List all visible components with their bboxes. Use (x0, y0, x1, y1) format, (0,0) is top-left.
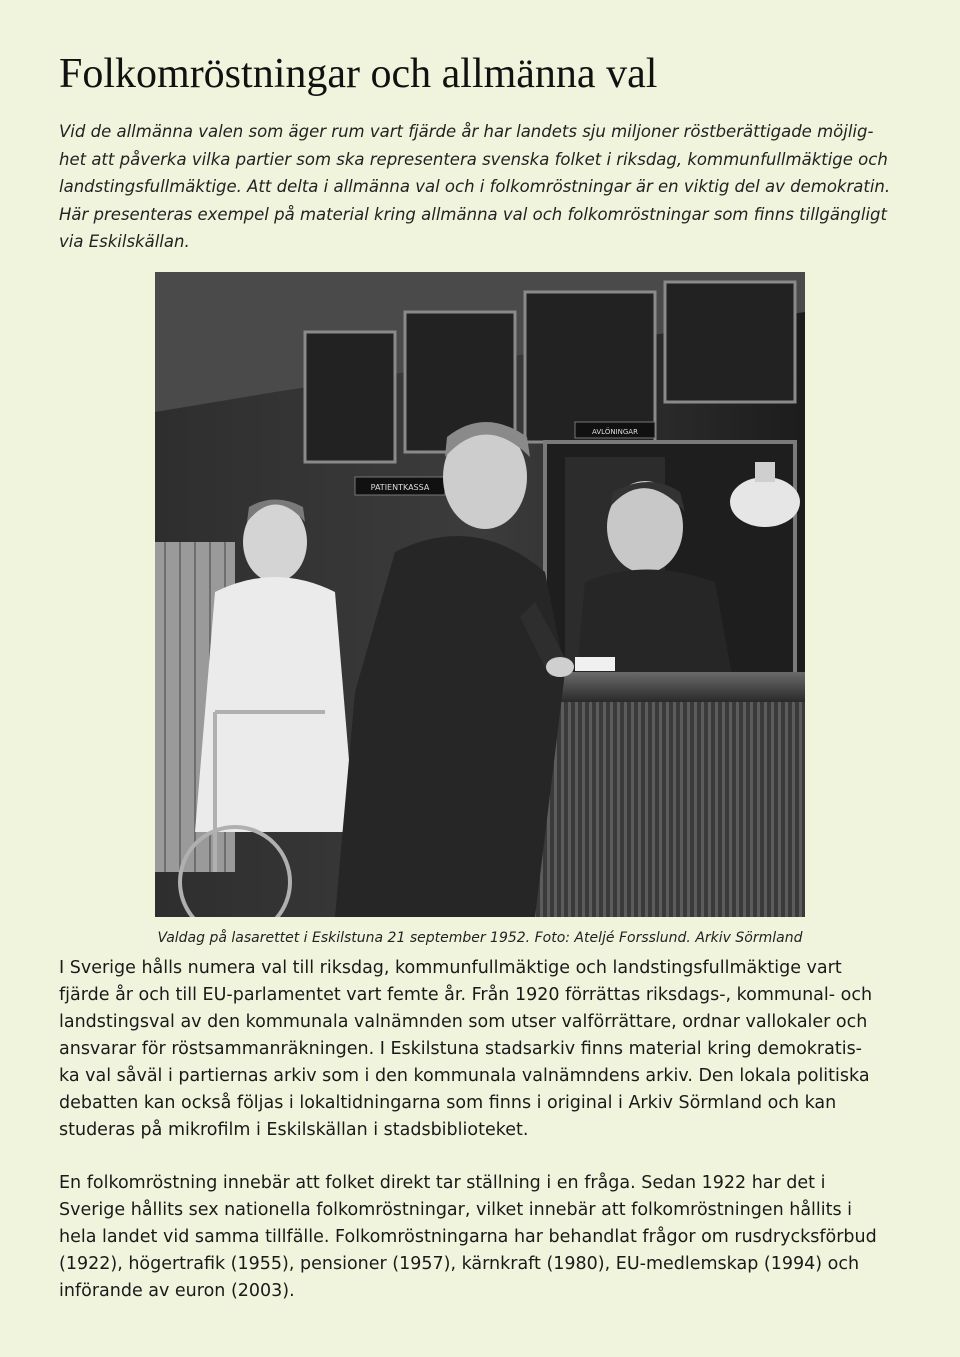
archive-photo (155, 272, 805, 917)
paragraph-line: ka val såväl i partiernas arkiv som i den kommunala valnämndens arkiv. Den lokala politiska (59, 1066, 870, 1086)
sign-left-text: PATIENTKASSA (370, 483, 430, 492)
paragraph-line: landstingsval av den kommunala valnämnden som utser valförrättare, ordnar vallokaler och (59, 1012, 868, 1032)
photo-illustration (155, 272, 805, 917)
page-title: Folkomröstningar och allmänna val (59, 51, 658, 97)
paragraph-line: fjärde år och till EU-parlamentet vart femte år. Från 1920 förrättas riksdags-, kommunal- och (59, 985, 873, 1005)
sign-right-text: AVLÖNINGAR (592, 428, 638, 436)
paragraph-line: införande av euron (2003). (59, 1281, 295, 1301)
paragraph-line: ansvarar för röstsammanräkningen. I Eskilstuna stadsarkiv finns material kring demokratis- (59, 1039, 863, 1059)
intro-paragraph (59, 118, 909, 256)
paragraph-line: (1922), högertrafik (1955), pensioner (1957), kärnkraft (1980), EU-medlemskap (1994) och (59, 1254, 860, 1274)
intro-line: het att påverka vilka partier som ska representera svenska folket i riksdag, kommunfullmäktige och (59, 149, 888, 169)
photo-caption: Valdag på lasarettet i Eskilstuna 21 september 1952. Foto: Ateljé Forsslund. Arkiv Sörmland (157, 930, 803, 946)
paragraph-line: En folkomröstning innebär att folket direkt tar ställning i en fråga. Sedan 1922 har det i (59, 1173, 826, 1193)
paragraph-line: debatten kan också följas i lokaltidningarna som finns i original i Arkiv Sörmland och kan (59, 1093, 837, 1113)
paragraph-line: Sverige hållits sex nationella folkomröstningar, vilket innebär att folkomröstningen hållits i (59, 1200, 853, 1220)
intro-line: Vid de allmänna valen som äger rum vart fjärde år har landets sju miljoner röstberättigade möjlig- (59, 122, 874, 141)
body-paragraph-1 (59, 955, 909, 1144)
body-paragraph-2 (59, 1170, 909, 1305)
paragraph-line: studeras på mikrofilm i Eskilskällan i stadsbiblioteket. (59, 1120, 529, 1140)
intro-line: Här presenteras exempel på material kring allmänna val och folkomröstningar som finns tillgängligt (59, 204, 888, 224)
intro-line: landstingsfullmäktige. Att delta i allmänna val och i folkomröstningar är en viktig del av demokratin. (59, 177, 891, 196)
paragraph-line: hela landet vid samma tillfälle. Folkomröstningarna har behandlat frågor om rusdrycksförbud (59, 1227, 877, 1247)
paragraph-line: I Sverige hålls numera val till riksdag, kommunfullmäktige och landstingsfullmäktige vart (59, 958, 842, 978)
intro-line: via Eskilskällan. (59, 232, 190, 251)
